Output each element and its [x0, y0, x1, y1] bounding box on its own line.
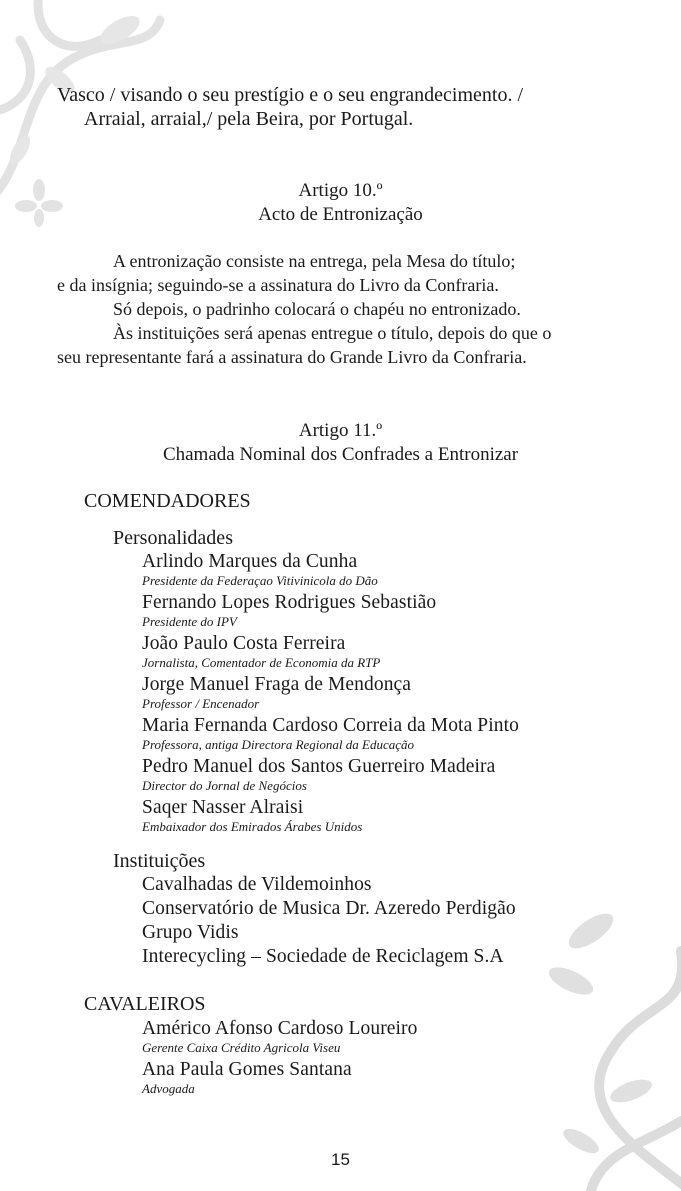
person-role: Professora, antiga Directora Regional da Educação	[142, 737, 415, 752]
person-role: Presidente da Federaçao Vitivinicola do Dão	[142, 573, 378, 588]
person-role: Professor / Encenador	[142, 696, 260, 711]
institution-name: Interecycling – Sociedade de Reciclagem S.A	[142, 946, 504, 967]
person-role: Presidente do IPV	[142, 614, 237, 629]
person-name: Saqer Nasser Alraisi	[142, 797, 304, 818]
article11-subtitle: Chamada Nominal dos Confrades a Entronizar	[162, 444, 519, 465]
person-role: Director do Jornal de Negócios	[142, 778, 307, 793]
person-role: Jornalista, Comentador de Economia da RTP	[142, 655, 381, 670]
article11-title: Artigo 11.º	[298, 420, 383, 441]
article10-paragraph-line: e da insígnia; seguindo-se a assinatura do Livro da Confraria.	[57, 275, 499, 295]
person-role: Advogada	[142, 1081, 195, 1096]
article10-title: Artigo 10.º	[298, 180, 383, 201]
article10-subtitle: Acto de Entronização	[258, 204, 423, 225]
comendadores-heading: COMENDADORES	[84, 490, 251, 512]
person-name: Maria Fernanda Cardoso Correia da Mota Pinto	[142, 715, 519, 736]
instituicoes-heading: Instituições	[113, 850, 206, 872]
intro-line-2: Arraial, arraial,/ pela Beira, por Portugal.	[84, 108, 414, 130]
institution-name: Conservatório de Musica Dr. Azeredo Perdigão	[142, 898, 516, 919]
person-name: Fernando Lopes Rodrigues Sebastião	[142, 592, 437, 613]
page-number: 15	[331, 1150, 350, 1169]
person-name: Jorge Manuel Fraga de Mendonça	[142, 674, 412, 695]
institution-name: Cavalhadas de Vildemoinhos	[142, 874, 372, 895]
cavaleiros-heading: CAVALEIROS	[84, 993, 206, 1015]
intro-line-1: Vasco / visando o seu prestígio e o seu engrandecimento. /	[57, 84, 523, 106]
article10-paragraph-line: Às instituições será apenas entregue o título, depois do que o	[113, 323, 552, 343]
person-name: Pedro Manuel dos Santos Guerreiro Madeira	[142, 756, 496, 777]
article10-paragraph-line: A entronização consiste na entrega, pela Mesa do título;	[113, 251, 516, 271]
person-role: Gerente Caixa Crédito Agricola Viseu	[142, 1040, 341, 1055]
personalidades-heading: Personalidades	[113, 527, 233, 549]
person-name: Américo Afonso Cardoso Loureiro	[142, 1018, 418, 1039]
person-role: Embaixador dos Emirados Árabes Unidos	[142, 819, 363, 834]
article10-paragraph-line: Só depois, o padrinho colocará o chapéu no entronizado.	[113, 299, 521, 319]
person-name: Arlindo Marques da Cunha	[142, 551, 358, 572]
person-name: Ana Paula Gomes Santana	[142, 1059, 352, 1080]
article10-paragraph-line: seu representante fará a assinatura do Grande Livro da Confraria.	[57, 347, 527, 367]
floral-ornament-bottom-right	[531, 891, 681, 1191]
institution-name: Grupo Vidis	[142, 922, 239, 943]
person-name: João Paulo Costa Ferreira	[142, 633, 346, 654]
